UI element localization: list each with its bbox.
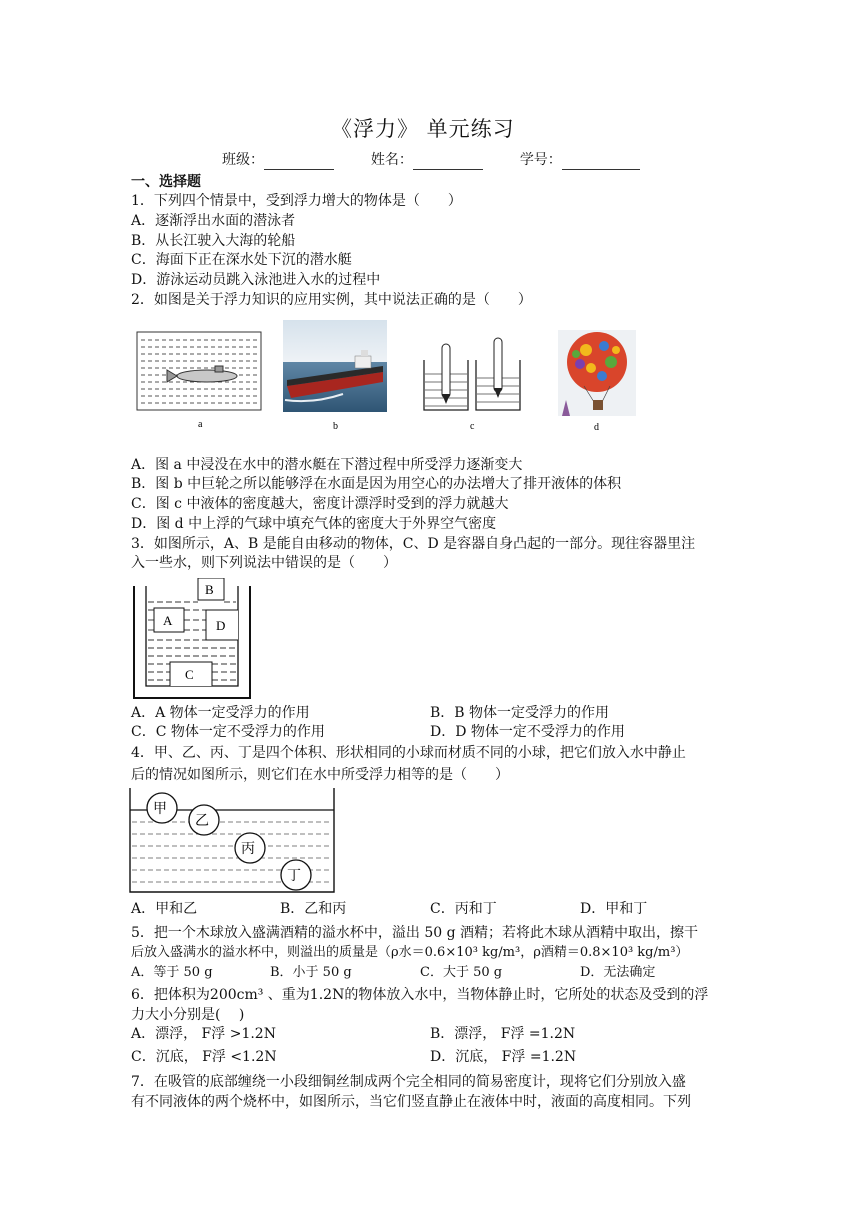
q2-option-d: D．图 d 中上浮的气球中填充气体的密度大于外界空气密度 bbox=[131, 516, 497, 532]
fig-label-a: a bbox=[198, 419, 203, 430]
q4-stem-line2: 后的情况如图所示，则它们在水中所受浮力相等的是（ ） bbox=[131, 767, 509, 783]
q4-option-a: A．甲和乙 bbox=[131, 901, 198, 917]
q5-option-d: D．无法确定 bbox=[580, 965, 656, 980]
q2-figure-d-balloon bbox=[556, 328, 640, 432]
q2-option-a: A．图 a 中浸没在水中的潜水艇在下潜过程中所受浮力逐渐变大 bbox=[131, 457, 523, 473]
q7-stem-line1: 7．在吸管的底部缠绕一小段细铜丝制成两个完全相同的简易密度计，现将它们分别放入盛 bbox=[131, 1074, 686, 1090]
id-label: 学号： bbox=[519, 152, 562, 168]
label-C: C bbox=[185, 667, 194, 682]
q6-option-b: B．漂浮， F浮 =1.2N bbox=[430, 1026, 576, 1042]
name-field[interactable] bbox=[413, 155, 483, 170]
q3-option-c: C．C 物体一定不受浮力的作用 bbox=[131, 724, 325, 740]
q3-stem-line1: 3．如图所示，A、B 是能自由移动的物体，C、D 是容器自身凸起的一部分。现往容器里注 bbox=[131, 536, 696, 552]
label-A: A bbox=[163, 613, 173, 628]
q1-option-d: D．游泳运动员跳入泳池进入水的过程中 bbox=[131, 272, 381, 288]
q3-option-d: D．D 物体一定不受浮力的作用 bbox=[430, 724, 625, 740]
id-field[interactable] bbox=[562, 155, 640, 170]
fig-label-c: c bbox=[470, 421, 475, 432]
q5-stem-line1: 5．把一个木球放入盛满酒精的溢水杯中，溢出 50 g 酒精；若将此木球从酒精中取出，擦干 bbox=[131, 925, 699, 941]
q5-option-b: B．小于 50 g bbox=[270, 965, 352, 980]
q6-option-d: D．沉底， F浮 =1.2N bbox=[430, 1049, 577, 1065]
q2-figure-c-hydrometers bbox=[418, 336, 526, 432]
section-heading: 一、选择题 bbox=[131, 174, 201, 190]
q2-stem: 2．如图是关于浮力知识的应用实例，其中说法正确的是（ ） bbox=[131, 292, 532, 308]
q2-figure-a-submarine bbox=[135, 330, 265, 430]
q1-option-c: C．海面下正在深水处下沉的潜水艇 bbox=[131, 252, 352, 268]
q2-option-c: C．图 c 中液体的密度越大，密度计漂浮时受到的浮力就越大 bbox=[131, 496, 509, 512]
class-field[interactable] bbox=[264, 155, 334, 170]
q5-option-c: C．大于 50 g bbox=[420, 965, 503, 980]
q6-stem-line1: 6．把体积为200cm³ 、重为1.2N的物体放入水中，当物体静止时，它所处的状态及受到的浮 bbox=[131, 987, 709, 1003]
ball-yi: 乙 bbox=[195, 814, 209, 829]
class-label: 班级： bbox=[222, 152, 264, 168]
q5-option-a: A．等于 50 g bbox=[131, 965, 213, 980]
name-label: 姓名： bbox=[370, 152, 413, 168]
ball-ding: 丁 bbox=[287, 869, 301, 884]
label-D: D bbox=[216, 618, 226, 633]
q1-option-a: A．逐渐浮出水面的潜泳者 bbox=[131, 213, 296, 229]
student-info-row bbox=[222, 150, 640, 170]
q4-stem-line1: 4．甲、乙、丙、丁是四个体积、形状相同的小球而材质不同的小球，把它们放入水中静止 bbox=[131, 745, 686, 761]
q2-figure-b-ship bbox=[283, 320, 389, 432]
q5-stem-line2: 后放入盛满水的溢水杯中，则溢出的质量是（ρ水＝0.6×10³ kg/m³，ρ酒精＝0.8×10³ kg/m³） bbox=[131, 945, 689, 960]
q3-option-a: A．A 物体一定受浮力的作用 bbox=[131, 705, 310, 721]
q2-option-b: B．图 b 中巨轮之所以能够浮在水面是因为用空心的办法增大了排开液体的体积 bbox=[131, 476, 622, 492]
q7-stem-line2: 有不同液体的两个烧杯中，如图所示，当它们竖直静止在液体中时，液面的高度相同。下列 bbox=[131, 1094, 691, 1110]
fig-label-d: d bbox=[594, 422, 599, 432]
q6-option-c: C．沉底， F浮 <1.2N bbox=[131, 1049, 277, 1065]
q6-stem-line2: 力大小分别是( ) bbox=[131, 1007, 245, 1023]
q1-option-b: B．从长江驶入大海的轮船 bbox=[131, 233, 296, 249]
page-title: 《浮力》 单元练习 bbox=[331, 117, 515, 141]
ball-bing: 丙 bbox=[241, 842, 255, 857]
q3-stem-line2: 入一些水，则下列说法中错误的是（ ） bbox=[131, 555, 397, 571]
fig-label-b: b bbox=[333, 421, 338, 432]
q4-option-d: D．甲和丁 bbox=[580, 901, 648, 917]
label-B: B bbox=[205, 582, 214, 597]
q4-balls-figure bbox=[128, 786, 338, 896]
q6-option-a: A．漂浮， F浮 >1.2N bbox=[131, 1026, 276, 1042]
q4-option-b: B．乙和丙 bbox=[280, 901, 347, 917]
q1-stem: 1．下列四个情景中，受到浮力增大的物体是（ ） bbox=[131, 193, 462, 209]
q3-option-b: B．B 物体一定受浮力的作用 bbox=[430, 705, 610, 721]
ball-jia: 甲 bbox=[153, 802, 167, 817]
q3-container-figure bbox=[132, 578, 254, 702]
q4-option-c: C．丙和丁 bbox=[430, 901, 497, 917]
